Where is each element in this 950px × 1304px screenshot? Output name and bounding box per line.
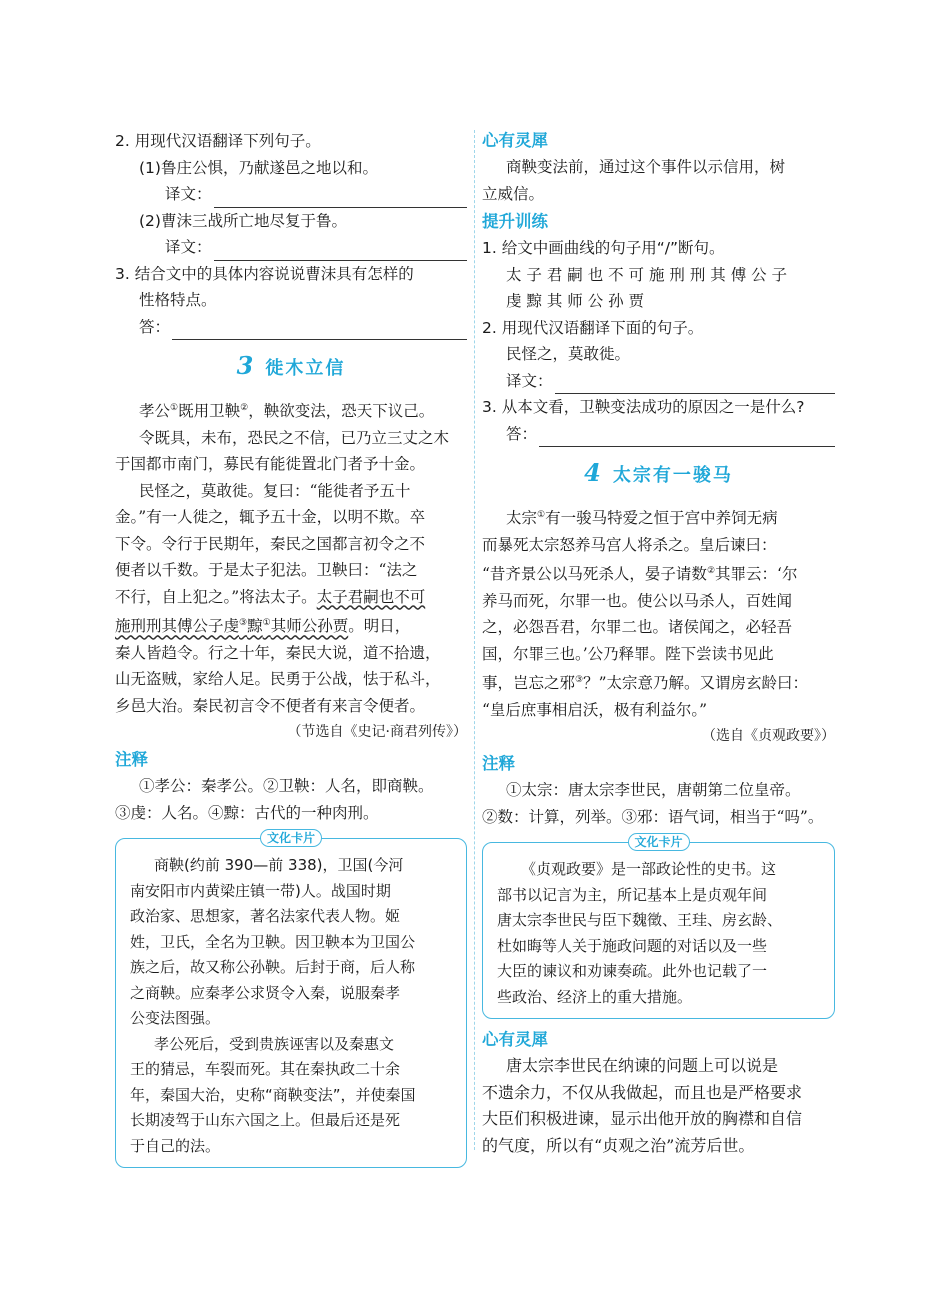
culture-line: 政治家、思想家，著名法家代表人物。姬 [130,907,401,926]
insight-line: 的气度，所以有“贞观之治”流芳后世。 [482,1135,755,1155]
column-divider [474,130,475,1150]
insight-line: 立威信。 [482,184,545,203]
notes-heading: 注释 [115,750,148,770]
article-4-line: 国，尔罪三也。’公乃释罪。陛下尝读书见此 [482,644,774,663]
culture-line: 杜如晦等人关于施政问题的对话以及一些 [497,936,768,955]
culture-card [115,831,467,1168]
article-3-paragraph-1: 孝公①既用卫鞅②，鞅欲变法，恐天下议己。 [139,402,435,421]
culture-line: 商鞅(约前 390—前 338)，卫国(今河 [154,856,404,875]
question-2-2: (2)曹沫三战所亡地尽复于鲁。 [139,211,347,230]
insight-line: 唐太宗李世民在纳谏的问题上可以说是 [506,1056,779,1076]
article-4-line: “皇后庶事相启沃，极有利益尔。” [482,700,708,719]
article-4-line: “昔齐景公以马死杀人，晏子请数②其罪云：‘尔 [482,565,798,584]
answer-blank[interactable] [172,321,467,340]
right-column [482,128,835,1159]
question-2: 2. 用现代汉语翻译下列句子。 [115,132,321,150]
question-3-line-1: 3. 结合文中的具体内容说说曹沫具有怎样的 [115,264,414,283]
article-3-line: 下令。令行于民期年，秦民之国都言初令之不 [115,534,426,553]
culture-card-label: 文化卡片 [627,833,689,851]
question-2: 2. 用现代汉语翻译下面的句子。 [482,318,704,337]
question-2-1: (1)鲁庄公惧，乃献遂邑之地以和。 [139,158,378,177]
culture-line: 些政治、经济上的重大措施。 [497,987,693,1006]
notes-heading: 注释 [482,754,515,774]
insight-line: 大臣们积极进谏，显示出他开放的胸襟和自信 [482,1109,803,1129]
article-4-source: （选自《贞观政要》） [702,728,835,745]
translation-label: 译文： [165,185,212,203]
answer-line [482,421,835,448]
article-3-title [115,346,467,389]
translation-line-2 [115,234,467,261]
insight-heading-2: 心有灵犀 [482,1030,548,1050]
article-title-text: 徙木立信 [265,358,346,379]
answer-blank[interactable] [539,428,835,447]
article-4-line: 之，必怨吾君，尔罪二也。诸侯闻之，必轻吾 [482,618,793,637]
article-number: 3 [236,351,256,380]
article-4-title [482,453,835,496]
article-3-line: 金。”有一人徙之，辄予五十金，以明不欺。卒 [115,508,426,527]
culture-line: 王的猜忌，车裂而死。其在秦执政二十余 [130,1060,401,1079]
wavy-underlined-text: 施刑刑其傅公子虔③黥①其师公孙贾 [115,617,349,636]
question-3-line-2: 性格特点。 [139,291,217,309]
article-3-line: 民怪之，莫敢徙。复曰：“能徙者予五十 [139,481,411,500]
question-1-text: 虔 黥 其 师 公 孙 贾 [506,292,645,310]
article-3-line: 乡邑大治。秦民初言令不便者有来言令便者。 [115,696,426,715]
answer-label: 答： [139,317,171,336]
article-3-line: 令既具，未布，恐民之不信，已乃立三丈之木 [139,428,450,447]
culture-line: 《贞观政要》是一部政论性的史书。这 [521,860,777,879]
note-line: ①孝公：秦孝公。②卫鞅：人名，即商鞅。 [139,777,434,796]
article-4-line: 事，岂忘之邪③？”太宗意乃解。又谓房玄龄曰： [482,674,809,693]
note-line: ③虔：人名。④黥：古代的一种肉刑。 [115,803,379,822]
left-column [115,128,467,1168]
answer-line [115,314,467,341]
culture-line: 之商鞅。应秦孝公求贤令入秦，说服秦孝 [130,983,401,1002]
culture-line: 孝公死后，受到贵族诬害以及秦惠文 [154,1034,395,1053]
culture-line: 长期凌驾于山东六国之上。但最后还是死 [130,1111,401,1130]
article-4-line: 太宗①有一骏马特爱之恒于宫中养饲无病 [506,509,778,528]
culture-line: 南安阳市内黄梁庄镇一带)人。战国时期 [130,881,391,900]
culture-card-label: 文化卡片 [260,829,322,847]
article-4-line: 而暴死太宗怒养马宫人将杀之。皇后谏曰： [482,535,777,554]
culture-line: 大臣的谏议和劝谏奏疏。此外也记载了一 [497,962,768,981]
culture-line: 公变法图强。 [130,1009,221,1028]
article-title-text: 太宗有一骏马 [612,465,733,486]
training-heading: 提升训练 [482,212,548,231]
translation-label: 译文： [506,371,553,390]
article-4-line: 养马而死，尔罪一也。使公以马杀人，百姓闻 [482,591,793,610]
article-3-line: 于国都市南门，募民有能徙置北门者予十金。 [115,455,426,474]
article-3-line: 施刑刑其傅公子虔③黥①其师公孙贾。明日， [115,617,411,636]
note-line: ①太宗：唐太宗李世民，唐朝第二位皇帝。 [506,781,801,800]
answer-label: 答： [506,424,538,443]
culture-card [482,835,835,1019]
question-2-text: 民怪之，莫敢徙。 [506,345,631,363]
culture-line: 年，秦国大治，史称“商鞅变法”，并使秦国 [130,1085,416,1104]
answer-blank[interactable] [214,189,467,208]
wavy-underlined-text: 太子君嗣也不可 [316,587,426,606]
note-line: ②数：计算，列举。③邪：语气词，相当于“吗”。 [482,807,824,826]
article-3-line: 不行，自上犯之。”将法太子。太子君嗣也不可 [115,587,426,606]
culture-line: 姓，卫氏，全名为卫鞅。因卫鞅本为卫国公 [130,932,416,951]
question-3: 3. 从本文看，卫鞅变法成功的原因之一是什么? [482,398,805,416]
article-number: 4 [584,458,603,487]
article-3-line: 秦人皆趋令。行之十年，秦民大说，道不拾遗， [115,643,441,662]
article-3-source: （节选自《史记·商君列传》） [287,724,467,741]
article-3-line: 便者以千数。于是太子犯法。卫鞅曰：“法之 [115,561,418,580]
question-1: 1. 给文中画曲线的句子用“/”断句。 [482,239,725,257]
insight-line: 商鞅变法前，通过这个事件以示信用，树 [506,158,786,176]
culture-line: 唐太宗李世民与臣下魏徵、王珪、房玄龄、 [497,911,783,930]
answer-blank[interactable] [555,375,835,394]
answer-blank[interactable] [214,242,467,261]
culture-line: 族之后，故又称公孙鞅。后封于商，后人称 [130,958,416,977]
translation-line-1 [115,181,467,208]
article-3-line: 山无盗贼，家给人足。民勇于公战，怯于私斗， [115,670,441,689]
insight-line: 不遗余力，不仅从我做起，而且也是严格要求 [482,1082,803,1102]
culture-line: 于自己的法。 [130,1136,221,1155]
question-1-text: 太 子 君 嗣 也 不 可 施 刑 刑 其 傅 公 子 [506,265,788,284]
insight-heading: 心有灵犀 [482,131,548,150]
translation-line [482,368,835,395]
culture-line: 部书以记言为主，所记基本上是贞观年间 [497,885,768,904]
translation-label: 译文： [165,238,212,256]
